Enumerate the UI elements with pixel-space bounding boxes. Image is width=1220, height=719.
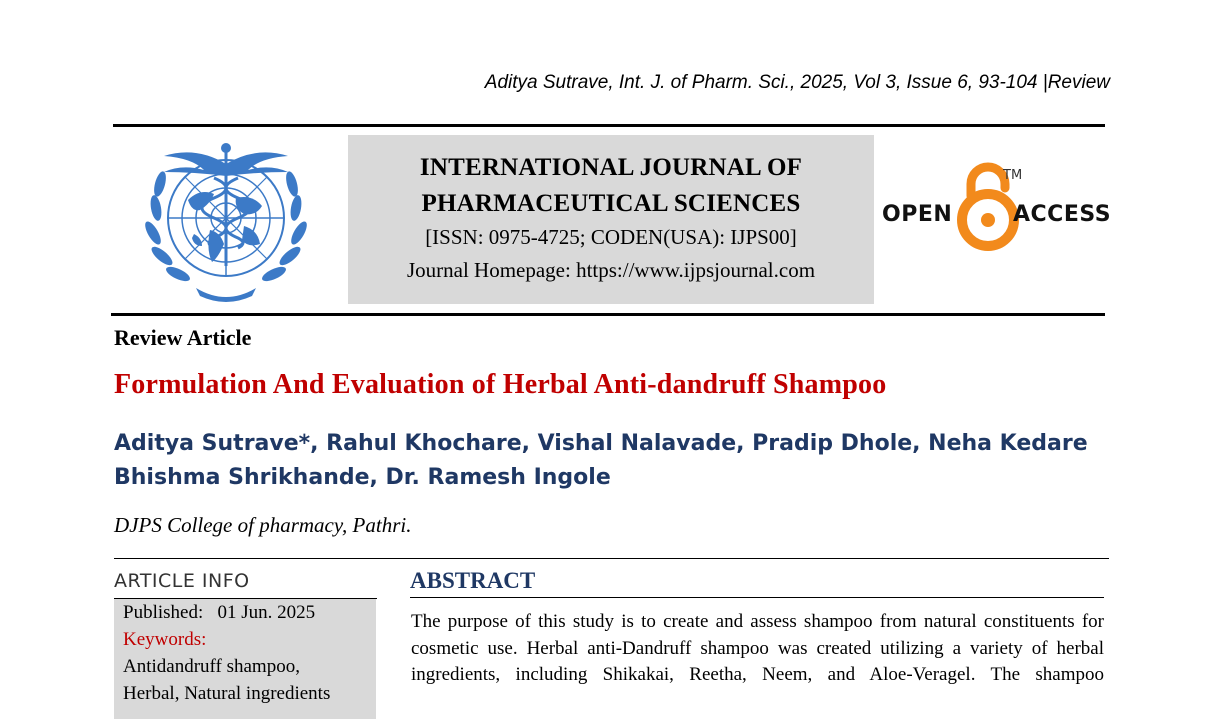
affiliation-rule xyxy=(114,558,1109,559)
abstract-line-3: ingredients, including Shikakai, Reetha, Neem, and Aloe-Veragel. The shampoo xyxy=(411,664,1104,685)
masthead-bottom-rule xyxy=(111,313,1105,316)
abstract-rule xyxy=(410,597,1104,598)
journal-emblem-logo xyxy=(126,138,326,308)
open-access-logo xyxy=(880,162,1110,257)
article-type: Review Article xyxy=(114,325,252,350)
author-list xyxy=(114,427,1114,495)
abstract-line-1: The purpose of this study is to create and assess shampoo from natural constituents for xyxy=(411,611,1104,632)
keywords-label: Keywords: xyxy=(123,629,207,650)
article-info-heading: ARTICLE INFO xyxy=(114,570,250,592)
open-access-access-label: ACCESS xyxy=(1013,202,1112,227)
abstract-line-2: cosmetic use. Herbal anti-Dandruff shampoo was created utilizing a variety of herbal xyxy=(411,637,1104,659)
trademark-symbol: TM xyxy=(1003,168,1023,183)
published-row xyxy=(123,599,367,626)
affiliation: DJPS College of pharmacy, Pathri. xyxy=(114,513,412,537)
journal-title-line1: INTERNATIONAL JOURNAL OF xyxy=(419,154,803,181)
keywords-line-2: Herbal, Natural ingredients xyxy=(123,683,331,704)
journal-issn: [ISSN: 0975-4725; CODEN(USA): IJPS00] xyxy=(425,225,797,249)
running-header: Aditya Sutrave, Int. J. of Pharm. Sci., 2025, Vol 3, Issue 6, 93-104 |Review xyxy=(484,72,1110,93)
published-date: 01 Jun. 2025 xyxy=(217,602,316,623)
journal-masthead xyxy=(348,135,874,304)
paper-title: Formulation And Evaluation of Herbal Anti-dandruff Shampoo xyxy=(114,369,887,400)
keywords-line-1: Antidandruff shampoo, xyxy=(123,656,300,677)
authors-line-1: Aditya Sutrave*, Rahul Khochare, Vishal Nalavade, Pradip Dhole, Neha Kedare xyxy=(114,431,1088,456)
top-rule xyxy=(113,124,1105,127)
authors-line-2: Bhishma Shrikhande, Dr. Ramesh Ingole xyxy=(114,465,611,490)
journal-title-line2: PHARMACEUTICAL SCIENCES xyxy=(421,190,801,217)
abstract-heading: ABSTRACT xyxy=(410,568,536,593)
journal-homepage: Journal Homepage: https://www.ijpsjournal.com xyxy=(406,258,816,282)
published-label: Published: xyxy=(123,602,204,623)
abstract-text xyxy=(411,609,1104,689)
open-access-open-label: OPEN xyxy=(882,202,953,227)
article-info-box xyxy=(114,599,376,719)
